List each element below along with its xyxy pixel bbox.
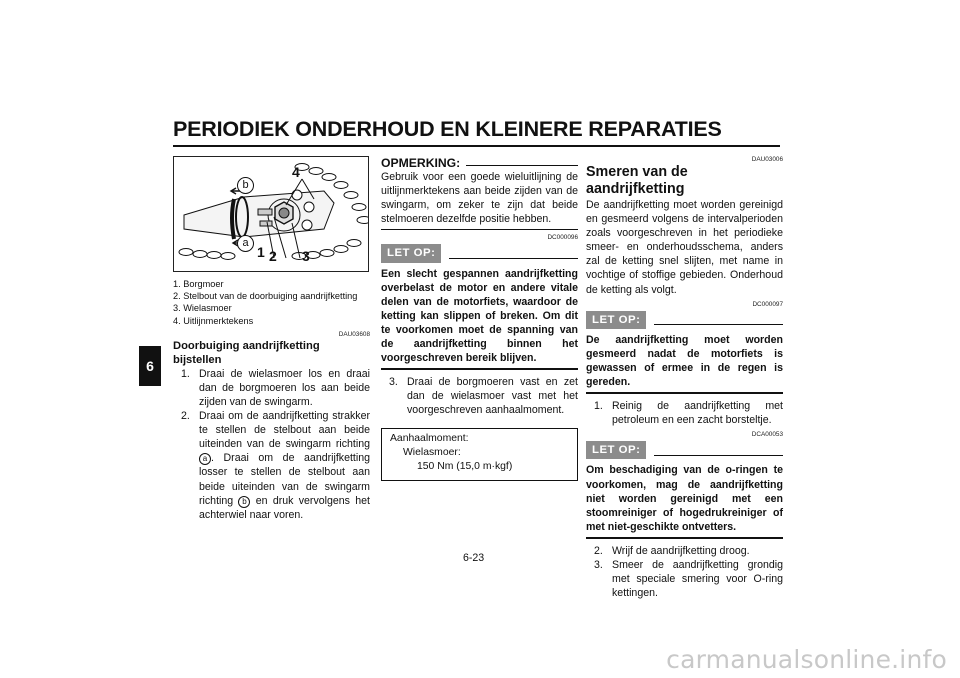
divider [586, 392, 783, 394]
caution-heading [586, 441, 783, 459]
figure-label-2: 2 [269, 248, 277, 264]
legend-item: 3. Wielasmoer [173, 303, 232, 314]
torque-title: Aanhaalmoment: [390, 432, 469, 444]
column-right [586, 156, 783, 600]
step-item [173, 367, 370, 409]
figure-label-4: 4 [292, 164, 300, 180]
step-text [199, 409, 370, 522]
caution-badge: LET OP: [586, 311, 646, 329]
caution-rule [654, 324, 783, 325]
direction-b-marker: b [238, 496, 250, 508]
caution-code: DCA00053 [751, 431, 783, 439]
note-heading [381, 156, 578, 170]
step-text-part: . Draai om de aandrijfketting losser te stellen de stelbout aan beide uiteinden van de swingarm richting [199, 452, 370, 507]
section-code: DAU03608 [338, 330, 370, 338]
torque-value: 150 Nm (15,0 m·kgf) [417, 460, 513, 472]
chain-adjuster-figure [173, 156, 369, 272]
step-item [586, 544, 783, 558]
legend-item: 1. Borgmoer [173, 279, 224, 289]
step-number: 3. [594, 558, 603, 571]
step-item [586, 399, 783, 427]
step-text: Reinig de aandrijfketting met petroleum en een zacht borsteltje. [612, 400, 783, 427]
caution-text: Om beschadiging van de o-ringen te voorkomen, mag de aandrijfketting niet worden gereinigd met een stoomreiniger of hogedrukreiniger of met niet-geschikte ontvetters. [586, 464, 783, 533]
divider [586, 537, 783, 539]
step-number: 3. [389, 376, 398, 389]
step-list [586, 544, 783, 600]
caution-text: Een slecht gespannen aandrijfketting overbelast de motor en andere vitale delen van de motorfiets, waardoor de ketting kan slippen of breken. Om dit te voorkomen moet de spanning van de aandrijfketting binnen het voorgeschreven bereik blijven. [381, 267, 578, 365]
step-number: 2. [594, 544, 603, 557]
caution-heading [586, 311, 783, 329]
figure-label-1: 1 [257, 244, 265, 260]
torque-item: Wielasmoer: [403, 446, 461, 458]
direction-a-marker: a [199, 453, 211, 465]
caution-badge: LET OP: [381, 244, 441, 262]
caution-rule [654, 455, 783, 456]
caution-code: DC000096 [547, 234, 578, 242]
figure-label-a: a [237, 235, 254, 252]
step-item [381, 375, 578, 417]
column-left [173, 156, 370, 522]
figure-label-3: 3 [302, 248, 310, 264]
section-heading: Doorbuiging aandrijfketting bijstellen [173, 339, 320, 366]
caution-text: De aandrijfketting moet worden gesmeerd nadat de motorfiets is gewassen of ermee in de regen is gereden. [586, 333, 783, 389]
caution-badge: LET OP: [586, 441, 646, 459]
column-middle [381, 156, 578, 481]
caution-code: DC000097 [752, 300, 783, 308]
note-text: Gebruik voor een goede wieluitlijning de uitlijnmerktekens aan beide zijden van de swingarm, om zeker te zijn dat beide stelmoeren dezelfde positie hebben. [381, 171, 578, 226]
step-list [586, 399, 783, 427]
divider [381, 368, 578, 370]
page-number: 6-23 [463, 552, 485, 564]
section-heading: Smeren van de aandrijfketting [586, 164, 688, 197]
step-number: 1. [181, 367, 190, 380]
figure-legend [173, 278, 370, 327]
step-text: Draai de borgmoeren vast en zet dan de wielasmoer vast met het voorgeschreven aanhaalmoment. [407, 376, 578, 417]
watermark-link[interactable]: carmanualsonline.info [666, 645, 947, 674]
legend-item: 4. Uitlijnmerktekens [173, 315, 254, 326]
step-text: Draai de wielasmoer los en draai dan de borgmoeren los aan beide zijden van de swingarm. [199, 367, 370, 408]
step-text: Wrijf de aandrijfketting droog. [612, 544, 750, 557]
torque-spec-box [381, 428, 578, 481]
title-rule [173, 145, 780, 147]
section-code: DAU03006 [751, 156, 783, 163]
caution-rule [449, 258, 578, 259]
note-label: OPMERKING: [381, 156, 461, 170]
note-rule [466, 165, 578, 166]
chapter-tab: 6 [139, 346, 161, 386]
step-text-part: en druk vervolgens het achterwiel naar voren. [199, 494, 371, 521]
step-list [381, 375, 578, 417]
page-title: PERIODIEK ONDERHOUD EN KLEINERE REPARATIES [173, 117, 722, 141]
step-number: 1. [594, 400, 603, 413]
step-number: 2. [181, 410, 190, 423]
step-text-part: Draai om de aandrijfketting strakker te stellen de stelbout aan beide uiteinden van de swingarm richting [199, 410, 370, 451]
caution-heading [381, 244, 578, 262]
step-text: Smeer de aandrijfketting grondig met speciale smering voor O-ring kettingen. [612, 558, 783, 600]
divider [381, 229, 578, 230]
figure-label-b: b [237, 177, 254, 194]
step-list [173, 367, 370, 522]
legend-item: 2. Stelbout van de doorbuiging aandrijfketting [173, 291, 358, 302]
step-item [173, 409, 370, 522]
intro-text: De aandrijfketting moet worden gereinigd en gesmeerd volgens de intervalperioden zoals voorgeschreven in het periodieke smeer- en onderhoudsschema, anders zal de ketting snel slijten, met name in vochtige of stoffige gebieden. Onderhoud de ketting als volgt. [586, 199, 783, 296]
step-item [586, 558, 783, 600]
